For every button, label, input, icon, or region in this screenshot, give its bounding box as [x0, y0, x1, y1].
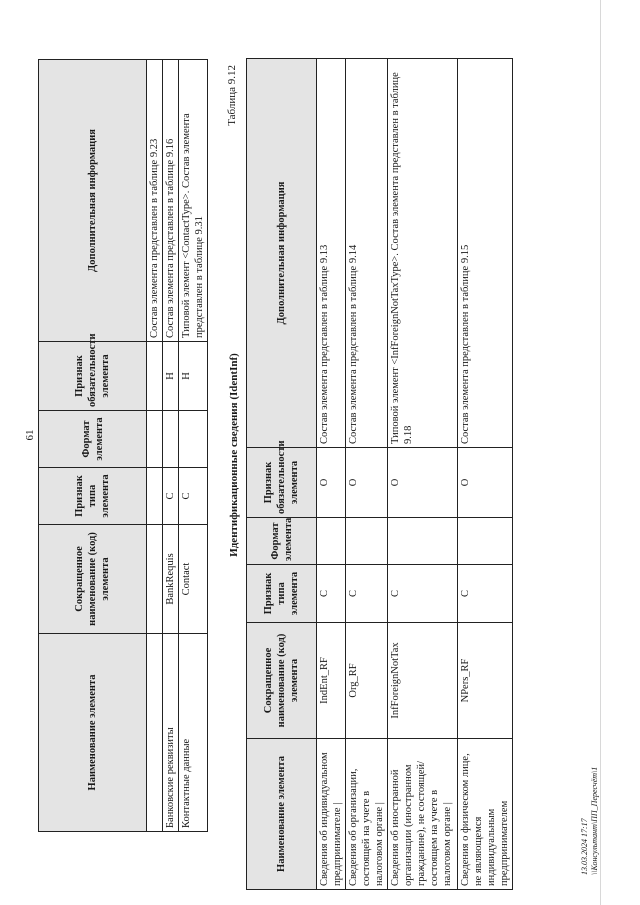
cell-info: Состав элемента представлен в таблице 9.23 [147, 60, 163, 342]
cell-required: Н [163, 342, 179, 411]
cell-required: Н [179, 342, 208, 411]
table-row [163, 60, 179, 832]
header-format: Формат элемента [247, 518, 317, 565]
print-stamp [580, 715, 600, 875]
table-row [317, 59, 346, 890]
cell-type: С [317, 565, 346, 623]
cell-code: IndEnt_RF [317, 623, 346, 739]
header-type: Признак типа элемента [39, 468, 147, 525]
header-info: Дополнительная информация [39, 60, 147, 342]
cell-format [346, 518, 388, 565]
cell-name: Сведения о физическом лице, не являющемся индивидуальным предпринимателем [458, 739, 513, 890]
cell-info: Состав элемента представлен в таблице 9.14 [346, 59, 388, 448]
cell-required: О [388, 448, 458, 518]
cell-format [458, 518, 513, 565]
cell-info: Типовой элемент <ContactType>. Состав элемента представлен в таблице 9.31 [179, 60, 208, 342]
header-name: Наименование элемента [247, 739, 317, 890]
cell-name: Банковские реквизиты [163, 634, 179, 832]
stamp-date: 13.03.2024 17:17 [580, 818, 589, 875]
cell-code: Org_RF [346, 623, 388, 739]
cell-code: Contact [179, 525, 208, 634]
cell-type: С [388, 565, 458, 623]
cell-name: Сведения об иностранной организации (иностранном гражданине), не состоящей/состоящем на учете в налоговом органе | [388, 739, 458, 890]
table-row [458, 59, 513, 890]
cell-required: О [346, 448, 388, 518]
cell-type: С [346, 565, 388, 623]
header-type: Признак типа элемента [247, 565, 317, 623]
cell-name: Контактные данные [179, 634, 208, 832]
header-name: Наименование элемента [39, 634, 147, 832]
header-code: Сокращенное наименование (код) элемента [39, 525, 147, 634]
header-required: Признак обязательности элемента [39, 342, 147, 411]
cell-type: С [458, 565, 513, 623]
cell-required: О [317, 448, 346, 518]
cell-format [317, 518, 346, 565]
cell-code: InfForeignNotTax [388, 623, 458, 739]
cell-name [147, 634, 163, 832]
cell-format [179, 411, 208, 468]
cell-info: Состав элемента представлен в таблице 9.13 [317, 59, 346, 448]
cell-code: NPers_RF [458, 623, 513, 739]
cell-format [147, 411, 163, 468]
stamp-path: \\Консультант\ПП_Пересчёт\1 [590, 766, 599, 875]
cell-info: Типовой элемент <InfForeignNotTaxType>. Состав элемента представлен в таблице 9.18 [388, 59, 458, 448]
table-row [346, 59, 388, 890]
header-info: Дополнительная информация [247, 59, 317, 448]
cell-name: Сведения об индивидуальном предпринимателе | [317, 739, 346, 890]
table-row [388, 59, 458, 890]
section-title: Идентификационные сведения (IdentInf) [228, 353, 240, 557]
cell-name: Сведения об организации, состоящей на учете в налоговом органе | [346, 739, 388, 890]
cell-type: С [163, 468, 179, 525]
cell-format [163, 411, 179, 468]
cell-type [147, 468, 163, 525]
table-caption: Таблица 9.12 [226, 65, 238, 126]
cell-required: О [458, 448, 513, 518]
page-number: 61 [24, 429, 36, 441]
table-identinf [246, 58, 513, 890]
cell-code: BankRequis [163, 525, 179, 634]
table-row [179, 60, 208, 832]
cell-type: С [179, 468, 208, 525]
cell-info: Состав элемента представлен в таблице 9.15 [458, 59, 513, 448]
cell-required [147, 342, 163, 411]
cell-code [147, 525, 163, 634]
header-required: Признак обязательности элемента [247, 448, 317, 518]
header-code: Сокращенное наименование (код) элемента [247, 623, 317, 739]
cell-info: Состав элемента представлен в таблице 9.16 [163, 60, 179, 342]
table-continuation [38, 59, 208, 832]
table-row [147, 60, 163, 832]
cell-format [388, 518, 458, 565]
header-format: Формат элемента [39, 411, 147, 468]
